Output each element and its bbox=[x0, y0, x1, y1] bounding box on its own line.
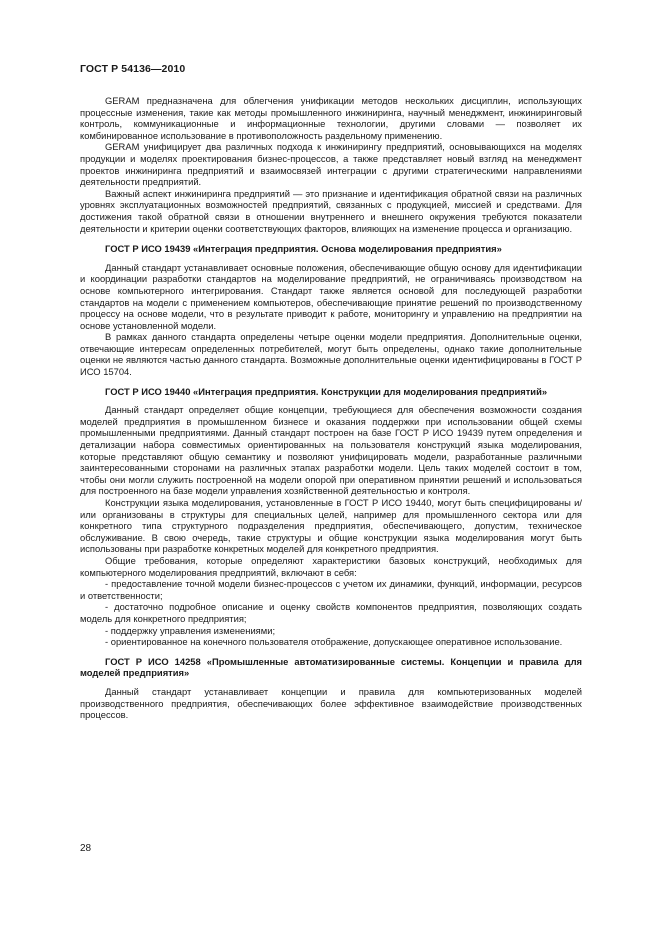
body-paragraph: Конструкции языка моделирования, установленные в ГОСТ Р ИСО 19440, могут быть специфицированы и/или организованы в структуры для специальных целей, например для промышленного сектора или для конкретного типа структурного подразделения предприятия, обеспечивающего, допустим, техническое обслуживание. В свою очередь, такие структуры и общие конструкции языка моделирования могут быть использованы при разработке конкретных моделей для конкретного предприятия. bbox=[80, 497, 582, 555]
section-heading-19440: ГОСТ Р ИСО 19440 «Интеграция предприятия. Конструкции для моделирования предприятий» bbox=[105, 385, 548, 397]
body-paragraph: GERAM унифицирует два различных подхода к инжинирингу предприятий, основывающихся на моделях продукции и моделях проектирования бизнес-процессов, а также представляет новый взгляд на менеджмент проектов инжиниринга предприятий и взаимосвязей интеграции с другими стратегическими направлениями деятельности предприятий. bbox=[80, 141, 582, 188]
body-paragraph: Данный стандарт устанавливает основные положения, обеспечивающие общую основу для идентификации и координации разработки стандартов на моделирование предприятий, не ограничиваясь производством на основе компьютерного интегрирования. Стандарт также является основой для последующей разработки стандартов на модели с применением компьютеров, обеспечивающие принятие решений по производственному процессу на основе модели, что в результате приводит к работе, мониторингу и управлению на предприятии на основе установленной модели. bbox=[80, 261, 582, 331]
page-number: 28 bbox=[80, 843, 92, 854]
body-paragraph: GERAM предназначена для облегчения унификации методов нескольких дисциплин, использующих процессные изменения, такие как методы промышленного инжиниринга, научный менеджмент, инжиниринговый контроль, коммуникационные и информационные технологии, другими словами — позволяет их комбинированное использование в противоположность раздельному применению. bbox=[80, 95, 582, 141]
list-item: - достаточно подробное описание и оценку свойств компонентов предприятия, позволяющих создать модель для конкретного предприятия; bbox=[80, 601, 582, 624]
body-paragraph: Данный стандарт определяет общие концепции, требующиеся для обеспечения возможности создания моделей предприятия в промышленном бизнесе и оказания поддержки при использовании общей схемы промышленными предприятиями. Данный стандарт построен на базе ГОСТ Р ИСО 19439 путем определения и детализации набора совместимых ориентированных на пользователя конструкций языка моделирования, которые представляют общую семантику и позволяют унифицировать модели, разработанные различными заинтересованными сторонами на различных этапах разработки модели. Цель таких моделей состоит в том, чтобы они могли служить построенной на модели опорой при оперативном принятии решений и использоваться для построенного на базе модели управления хозяйственной деятельностью и контроля. bbox=[80, 404, 582, 497]
section-heading-14258: ГОСТ Р ИСО 14258 «Промышленные автоматизированные системы. Концепции и правила для моделей предприятия» bbox=[80, 655, 582, 679]
body-paragraph: Данный стандарт устанавливает концепции и правила для компьютеризованных моделей производственного предприятия, обеспечивающих более эффективное взаимодействие производственных процессов. bbox=[80, 685, 582, 721]
section-heading-19439: ГОСТ Р ИСО 19439 «Интеграция предприятия. Основа моделирования предприятия» bbox=[105, 243, 502, 255]
document-code-header: ГОСТ Р 54136—2010 bbox=[80, 63, 186, 75]
list-item: - поддержку управления изменениями; bbox=[105, 624, 276, 636]
list-item: - ориентированное на конечного пользователя отображение, допускающее оперативное использование. bbox=[105, 636, 563, 648]
body-paragraph: Важный аспект инжиниринга предприятий — это признание и идентификация обратной связи на различных уровнях эксплуатационных возможностей предприятий, связанных с продукцией, миссией и средствами. Для достижения такой обратной связи в отношении внутреннего и внешнего окружения требуются показатели деятельности и критерии оценки соответствующих факторов, влияющих на изменение процесса и организацию. bbox=[80, 187, 582, 234]
document-body bbox=[80, 95, 582, 721]
body-paragraph: В рамках данного стандарта определены четыре оценки модели предприятия. Дополнительные оценки, отвечающие интересам определенных потребителей, могут быть определены, однако такие дополнительные оценки не являются частью данного стандарта. Возможные дополнительные оценки идентифицированы в ГОСТ Р ИСО 15704. bbox=[80, 331, 582, 378]
list-item: - предоставление точной модели бизнес-процессов с учетом их динамики, функций, информации, ресурсов и ответственности; bbox=[80, 578, 582, 601]
body-paragraph: Общие требования, которые определяют характеристики базовых конструкций, необходимых для компьютерного моделирования предприятий, включают в себя: bbox=[80, 554, 582, 578]
